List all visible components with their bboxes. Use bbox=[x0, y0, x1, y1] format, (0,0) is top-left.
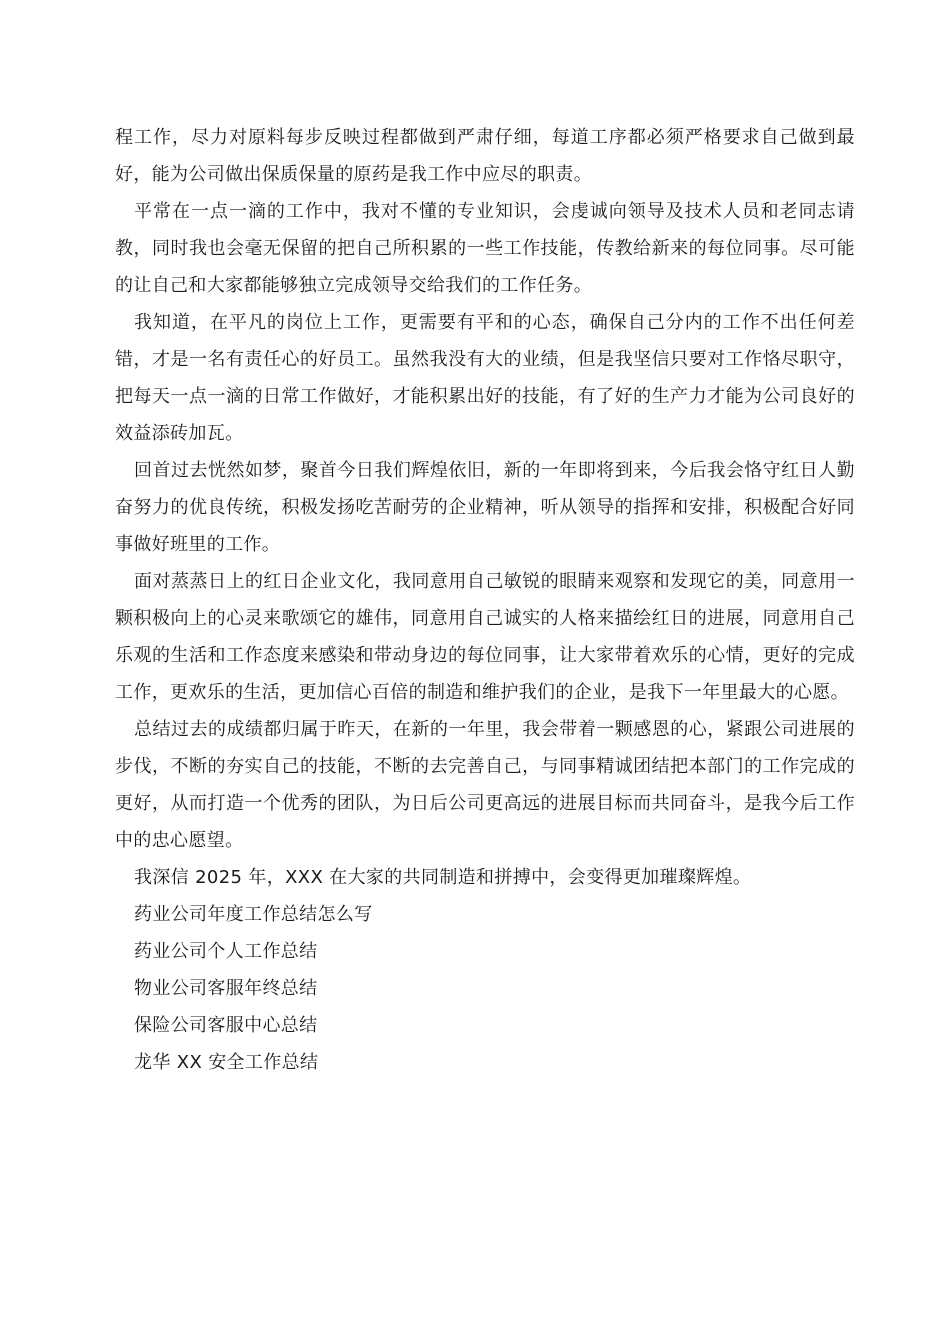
paragraph-looking-back: 回首过去恍然如梦，聚首今日我们辉煌依旧，新的一年即将到来，今后我会恪守红日人勤奋努力的优良传统，积极发扬吃苦耐劳的企业精神，听从领导的指挥和安排，积极配合好同事做好班里的工作。 bbox=[115, 460, 855, 555]
paragraph-continued: 程工作，尽力对原料每步反映过程都做到严肃仔细，每道工序都必须严格要求自己做到最好，能为公司做出保质保量的原药是我工作中应尽的职责。 bbox=[115, 127, 855, 185]
related-link-item[interactable]: 龙华 XX 安全工作总结 bbox=[134, 1052, 319, 1073]
paragraph-attitude: 我知道，在平凡的岗位上工作，更需要有平和的心态，确保自己分内的工作不出任何差错，才是一名有责任心的好员工。虽然我没有大的业绩，但是我坚信只要对工作恪尽职守，把每天一点一滴的日常工作做好，才能积累出好的技能，有了好的生产力才能为公司良好的效益添砖加瓦。 bbox=[115, 312, 855, 444]
related-link-item[interactable]: 药业公司年度工作总结怎么写 bbox=[134, 904, 373, 925]
paragraph-summary: 总结过去的成绩都归属于昨天，在新的一年里，我会带着一颗感恩的心，紧跟公司进展的步伐，不断的夯实自己的技能，不断的去完善自己，与同事精诚团结把本部门的工作完成的更好，从而打造一个优秀的团队，为日后公司更高远的进展目标而共同奋斗，是我今后工作中的忠心愿望。 bbox=[115, 719, 855, 851]
document-page bbox=[115, 119, 855, 1081]
related-links-list bbox=[115, 896, 855, 1081]
related-link-item[interactable]: 保险公司客服中心总结 bbox=[134, 1015, 318, 1036]
paragraph-closing: 我深信 2025 年，XXX 在大家的共同制造和拼搏中，会变得更加璀璨辉煌。 bbox=[134, 867, 752, 888]
paragraph-learning: 平常在一点一滴的工作中，我对不懂的专业知识，会虔诚向领导及技术人员和老同志请教，同时我也会毫无保留的把自己所积累的一些工作技能，传教给新来的每位同事。尽可能的让自己和大家都能够独立完成领导交给我们的工作任务。 bbox=[115, 201, 855, 296]
related-link-item[interactable]: 物业公司客服年终总结 bbox=[134, 978, 318, 999]
related-link-item[interactable]: 药业公司个人工作总结 bbox=[134, 941, 318, 962]
paragraph-culture: 面对蒸蒸日上的红日企业文化，我同意用自己敏锐的眼睛来观察和发现它的美，同意用一颗积极向上的心灵来歌颂它的雄伟，同意用自己诚实的人格来描绘红日的进展，同意用自己乐观的生活和工作态度来感染和带动身边的每位同事，让大家带着欢乐的心情，更好的完成工作，更欢乐的生活，更加信心百倍的制造和维护我们的企业，是我下一年里最大的心愿。 bbox=[115, 571, 855, 703]
